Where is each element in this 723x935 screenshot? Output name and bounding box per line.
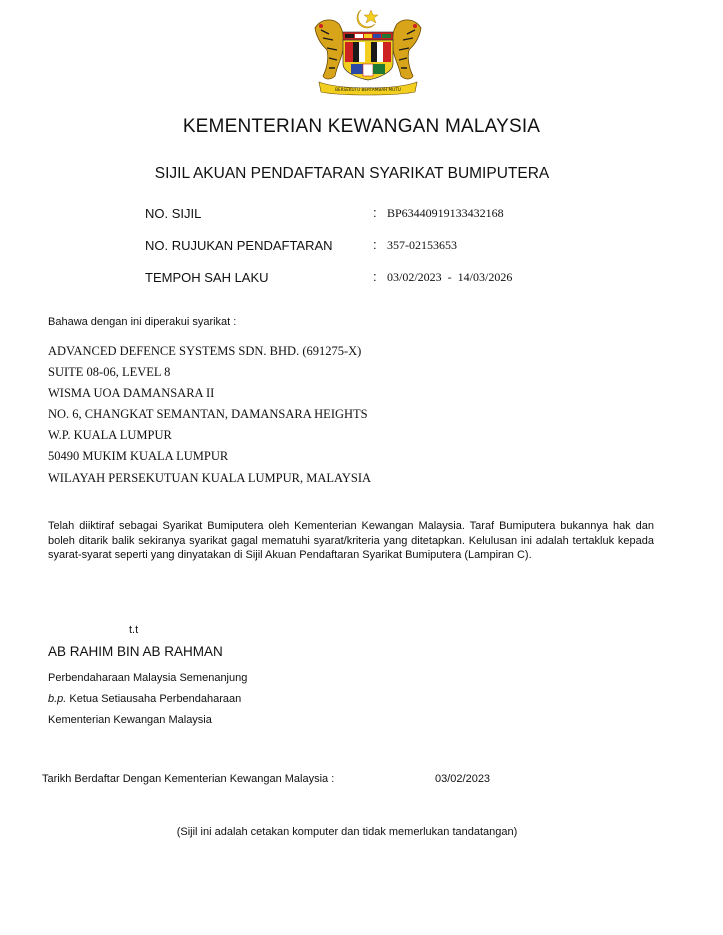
address-line: NO. 6, CHANGKAT SEMANTAN, DAMANSARA HEIGHTS [48, 407, 368, 421]
registration-date-label: Tarikh Berdaftar Dengan Kementerian Kewangan Malaysia : [42, 773, 335, 785]
ministry-title: KEMENTERIAN KEWANGAN MALAYSIA [182, 116, 541, 137]
colon: : [373, 205, 377, 220]
company-name: ADVANCED DEFENCE SYSTEMS SDN. BHD. (691275-X) [48, 344, 362, 358]
registration-ref-label: NO. RUJUKAN PENDAFTARAN [145, 238, 333, 253]
registration-date-value: 03/02/2023 [435, 773, 491, 785]
certificate-title: SIJIL AKUAN PENDAFTARAN SYARIKAT BUMIPUTERA [154, 165, 550, 182]
address-line: SUITE 08-06, LEVEL 8 [48, 365, 171, 379]
tt-mark: t.t [129, 624, 139, 636]
svg-text:BERSEKUTU BERTAMBAH MUTU: BERSEKUTU BERTAMBAH MUTU [335, 87, 401, 92]
footer-note: (Sijil ini adalah cetakan komputer dan tidak memerlukan tandatangan) [176, 826, 518, 838]
bp-abbrev: b.p. [48, 693, 67, 705]
registration-ref-value: 357-02153653 [387, 238, 457, 252]
colon: : [373, 269, 377, 284]
cert-number-label: NO. SIJIL [145, 206, 202, 221]
address-line: 50490 MUKIM KUALA LUMPUR [48, 449, 229, 463]
signatory-ministry: Kementerian Kewangan Malaysia [48, 714, 212, 726]
address-line: WILAYAH PERSEKUTUAN KUALA LUMPUR, MALAYSIA [48, 471, 372, 485]
signatory-name: AB RAHIM BIN AB RAHMAN [48, 644, 223, 659]
validity-period-label: TEMPOH SAH LAKU [145, 270, 269, 285]
signatory-office: Perbendaharaan Malaysia Semenanjung [48, 672, 248, 684]
colon: : [373, 237, 377, 252]
malaysia-coat-of-arms-icon [309, 6, 427, 96]
signatory-position: Ketua Setiausaha Perbendaharaan [69, 693, 242, 705]
address-line: WISMA UOA DAMANSARA II [48, 386, 215, 400]
signatory-position-line [48, 693, 241, 705]
intro-text: Bahawa dengan ini diperakui syarikat : [48, 316, 237, 328]
recognition-paragraph: Telah diiktiraf sebagai Syarikat Bumiputera oleh Kementerian Kewangan Malaysia. Taraf Bumiputera bukannya hak dan boleh ditarik balik sekiranya syarikat gagal mematuhi syarat/kriteria yang ditetapkan. Kelulusan ini adalah tertakluk kepada syarat-syarat seperti yang dinyatakan di Sijil Akuan Pendaftaran Syarikat Bumiputera (Lampiran C). [48, 520, 654, 561]
validity-period-value: 03/02/2023 - 14/03/2026 [387, 270, 513, 284]
cert-number-value: BP63440919133432168 [387, 206, 504, 220]
address-line: W.P. KUALA LUMPUR [48, 428, 172, 442]
